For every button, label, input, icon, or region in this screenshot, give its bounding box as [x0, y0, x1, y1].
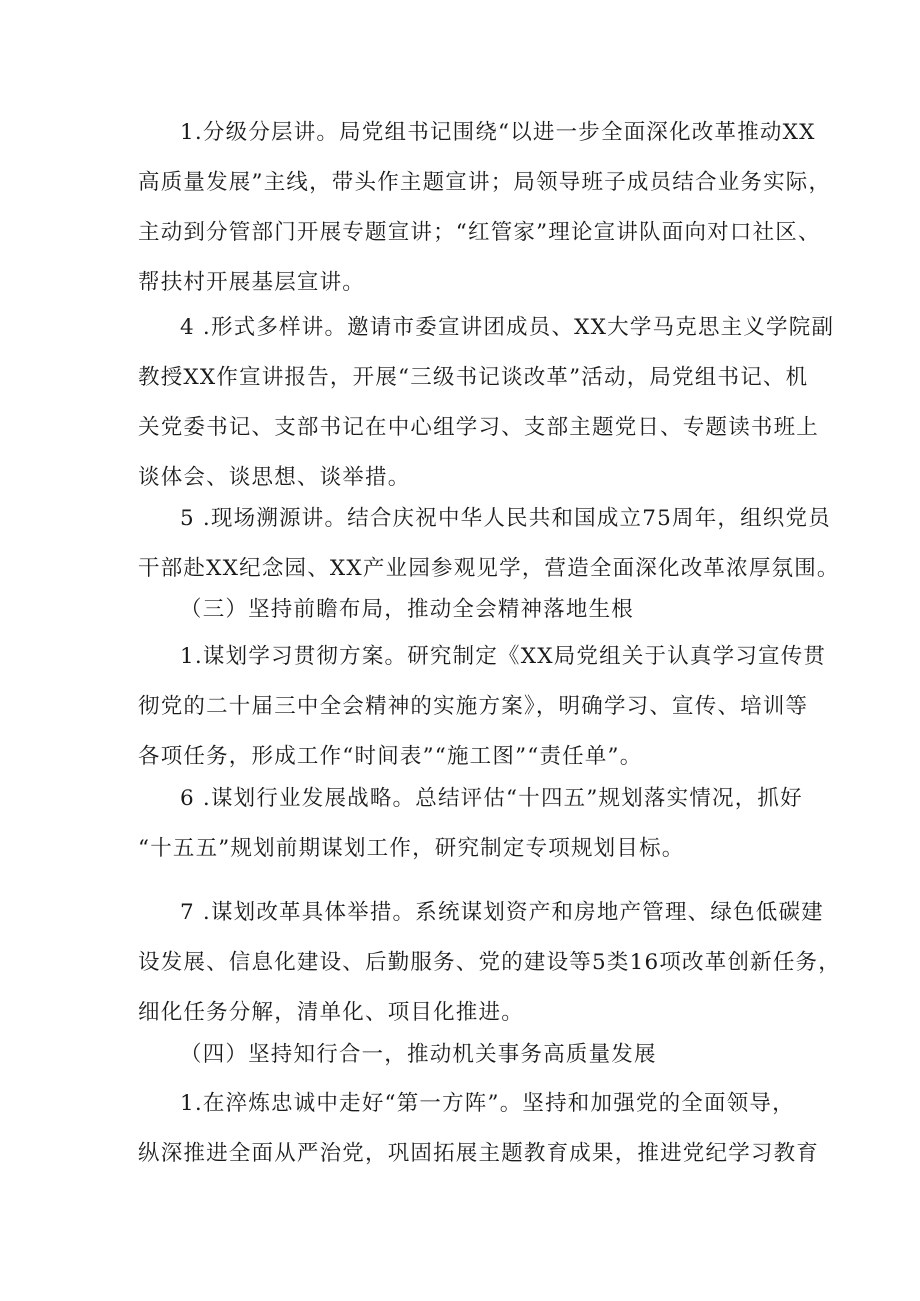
text-line: 5 .现场溯源讲。结合庆祝中华人民共和国成立75周年，组织党员 [180, 506, 831, 531]
text-line: 设发展、信息化建设、后勤服务、党的建设等5类16项改革创新任务， [138, 950, 841, 975]
paragraph-study-plan [138, 632, 827, 782]
paragraph-tiered-lectures [138, 108, 832, 308]
text-line: 高质量发展”主线，带头作主题宣讲；局领导班子成员结合业务实际， [138, 170, 832, 195]
text-line: 关党委书记、支部书记在中心组学习、支部主题党日、专题读书班上 [138, 415, 820, 440]
text-line: 4 .形式多样讲。邀请市委宣讲团成员、XX大学马克思主义学院副 [180, 315, 835, 340]
paragraph-industry-strategy [138, 774, 803, 874]
text-line: 彻党的二十届三中全会精神的实施方案》，明确学习、宣传、培训等 [138, 694, 809, 719]
text-line: 各项任务，形成工作“时间表”“施工图”“责任单”。 [138, 744, 643, 769]
paragraph-onsite-lectures [138, 494, 840, 594]
text-line: 1.在淬炼忠诚中走好“第一方阵”。坚持和加强党的全面领导， [180, 1091, 795, 1116]
text-line: 1.分级分层讲。局党组书记围绕“以进一步全面深化改革推动XX [180, 120, 816, 145]
text-line: 1.谋划学习贯彻方案。研究制定《XX局党组关于认真学习宣传贯 [180, 644, 827, 669]
text-line: “十五五”规划前期谋划工作，研究制定专项规划目标。 [138, 836, 685, 861]
text-line: 谈体会、谈思想、谈举措。 [138, 465, 411, 490]
text-line: 细化任务分解，清单化、项目化推进。 [138, 1000, 524, 1025]
text-line: 7 .谋划改革具体举措。系统谋划资产和房地产管理、绿色低碳建 [180, 900, 824, 925]
paragraph-loyalty [138, 1079, 820, 1179]
text-line: 教授XX作宣讲报告，开展“三级书记谈改革”活动，局党组书记、机 [138, 365, 809, 390]
text-line: 帮扶村开展基层宣讲。 [138, 270, 366, 295]
paragraph-reform-measures [138, 888, 841, 1038]
paragraph-diverse-lectures [138, 303, 835, 503]
text-line: 干部赴XX纪念园、XX产业园参观见学，营造全面深化改革浓厚氛围。 [138, 556, 840, 581]
section-heading-4: （四）坚持知行合一，推动机关事务高质量发展 [180, 1042, 657, 1067]
section-heading-3: （三）坚持前瞻布局，推动全会精神落地生根 [180, 597, 635, 622]
text-line: 主动到分管部门开展专题宣讲；“红管家”理论宣讲队面向对口社区、 [138, 220, 821, 245]
text-line: 纵深推进全面从严治党，巩固拓展主题教育成果，推进党纪学习教育 [138, 1141, 820, 1166]
text-line: 6 .谋划行业发展战略。总结评估“十四五”规划落实情况，抓好 [180, 786, 803, 811]
